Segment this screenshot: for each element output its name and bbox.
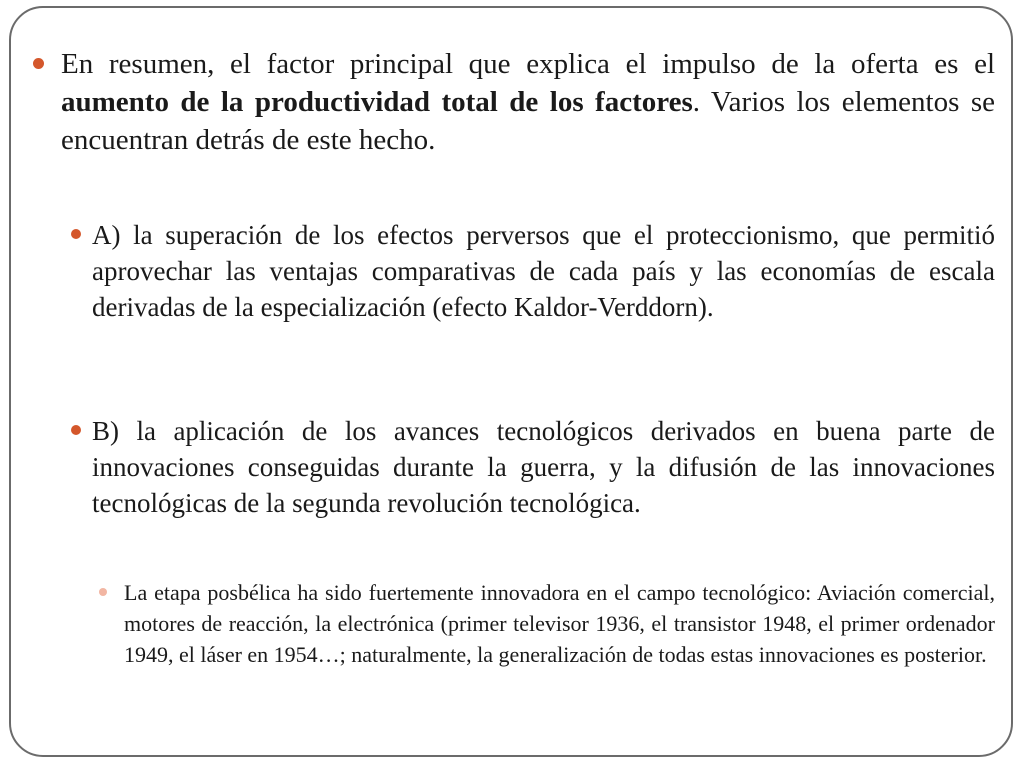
- bullet-point-b-text: B) la aplicación de los avances tecnológicos derivados en buena parte de innovaciones conseguidas durante la guerra, y la difusión de las innovaciones tecnológicas de la segunda revolución tecnológica.: [92, 416, 995, 518]
- sub-bullet-postwar: [124, 577, 995, 670]
- summary-text-after: . Varios los elementos se encuentran detrás de este hecho.: [61, 86, 995, 156]
- bullet-point-a-text: A) la superación de los efectos perversos que el proteccionismo, que permitió aprovechar las ventajas comparativas de cada país y las economías de escala derivadas de la especialización (efecto Kaldor-Verddorn).: [92, 220, 995, 322]
- bullet-dot-icon: [33, 58, 44, 69]
- sub-bullet-postwar-text: La etapa posbélica ha sido fuertemente innovadora en el campo tecnológico: Aviación comercial, motores de reacción, la electrónica (primer televisor 1936, el transistor 1948, el primer ordenador 1949, el láser en 1954…; naturalmente, la generalización de todas estas innovaciones es posterior.: [124, 580, 995, 667]
- sub-bullet-dot-icon: [99, 588, 107, 596]
- bullet-summary: [61, 45, 995, 159]
- bullet-point-a: [92, 217, 995, 325]
- summary-text-bold: aumento de la productividad total de los factores: [61, 86, 693, 118]
- bullet-dot-icon: [71, 425, 81, 435]
- bullet-summary-text: [61, 45, 995, 159]
- summary-text-before: En resumen, el factor principal que explica el impulso de la oferta es el: [61, 48, 995, 80]
- bullet-dot-icon: [71, 229, 81, 239]
- bullet-point-b: [92, 413, 995, 521]
